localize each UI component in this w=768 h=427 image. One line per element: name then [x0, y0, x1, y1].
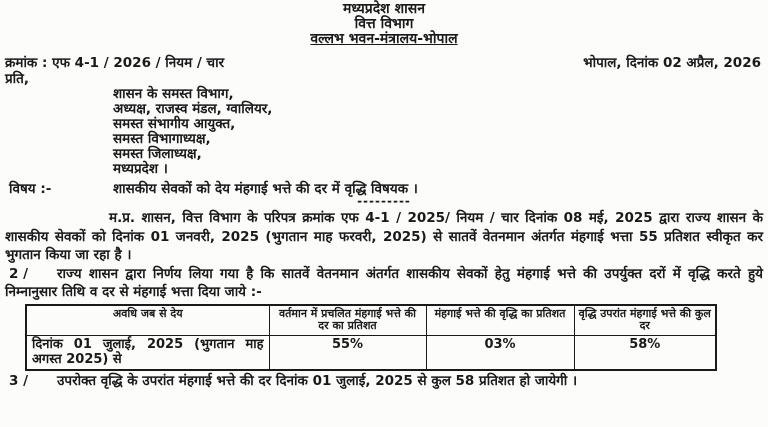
cell-total-rate: 58%	[574, 335, 716, 370]
para-opening: म.प्र. शासन, वित्त विभाग के परिपत्र क्रमांक एफ 4-1 / 2025/ नियम / चार दिनांक 08 मई, 2025 द्वारा राज्य शासन के शासकीय सेवकों को दिनांक 01 जनवरी, 2025 (भुगतान माह फरवरी, 2025) से सातवें वेतनमान अंतर्गत मंहगाई भत्ता 55 प्रतिशत स्वीकृत कर भुगतान किया जा रहा है ।	[5, 210, 763, 263]
address-text: वल्लभ भवन-मंत्रालय-भोपाल	[310, 31, 458, 47]
government-name: मध्यप्रदेश शासन	[343, 1, 425, 17]
header-current-rate: वर्तमान में प्रचलित मंहगाई भत्ते की दर का प्रतिशत	[269, 305, 426, 336]
cell-current-rate: 55%	[269, 335, 426, 370]
subject-label: विषय :-	[9, 181, 52, 197]
ref-number: क्रमांक : एफ 4-1 / 2026 / नियम / चार	[5, 55, 225, 71]
department-name: वित्त विभाग	[354, 16, 414, 32]
place-date: भोपाल, दिनांक 02 अप्रैल, 2026	[583, 55, 761, 71]
recipient-line: मध्यप्रदेश ।	[113, 161, 168, 177]
letterhead	[5, 2, 763, 47]
recipient-line: अध्यक्ष, राजस्व मंडल, ग्वालियर,	[113, 101, 273, 117]
table-row	[26, 335, 716, 370]
para-decision	[5, 265, 763, 302]
recipient-line: समस्त संभागीय आयुक्त,	[113, 116, 236, 132]
cell-period: दिनांक 01 जुलाई, 2025 (भुगतान माह अगस्त 2025) से	[26, 335, 269, 370]
recipient-line: समस्त जिलाध्यक्ष,	[113, 146, 202, 162]
reference-row	[5, 55, 763, 71]
salutation: प्रति,	[5, 71, 30, 87]
da-rate-table	[25, 304, 717, 371]
address-line	[5, 32, 763, 47]
para-conclusion-text: उपरोक्त वृद्धि के उपरांत मंहगाई भत्ते की दर दिनांक 01 जुलाई, 2025 से कुल 58 प्रतिशत हो जायेगी ।	[57, 372, 578, 389]
recipient-line: समस्त विभागाध्यक्ष,	[113, 131, 211, 147]
para-number: 2 /	[9, 265, 29, 282]
recipient-line: शासन के समस्त विभाग,	[113, 86, 234, 102]
header-period: अवधि जब से देय	[26, 305, 269, 336]
recipients-list	[113, 87, 763, 177]
para-number: 3 /	[9, 372, 29, 389]
subject-text: शासकीय सेवकों को देय मंहगाई भत्ते की दर में वृद्धि विषयक ।	[113, 181, 418, 197]
table-header-row	[26, 305, 716, 336]
para-conclusion	[5, 374, 763, 390]
subject-separator: ---------	[357, 194, 411, 208]
header-increase: मंहगाई भत्ते की वृद्धि का प्रतिशत	[426, 305, 574, 336]
header-total-rate: वृद्धि उपरांत मंहगाई भत्ते की कुल दर	[574, 305, 716, 336]
para-decision-text: राज्य शासन द्वारा निर्णय लिया गया है कि सातवें वेतनमान अंतर्गत शासकीय सेवकों हेतु मंहगाई भत्ते की उपर्युक्त दरों में वृद्धि करते हुये निम्नानुसार तिथि व दर से मंहगाई भत्ता दिया जाये :-	[5, 265, 763, 300]
cell-increase: 03%	[426, 335, 574, 370]
